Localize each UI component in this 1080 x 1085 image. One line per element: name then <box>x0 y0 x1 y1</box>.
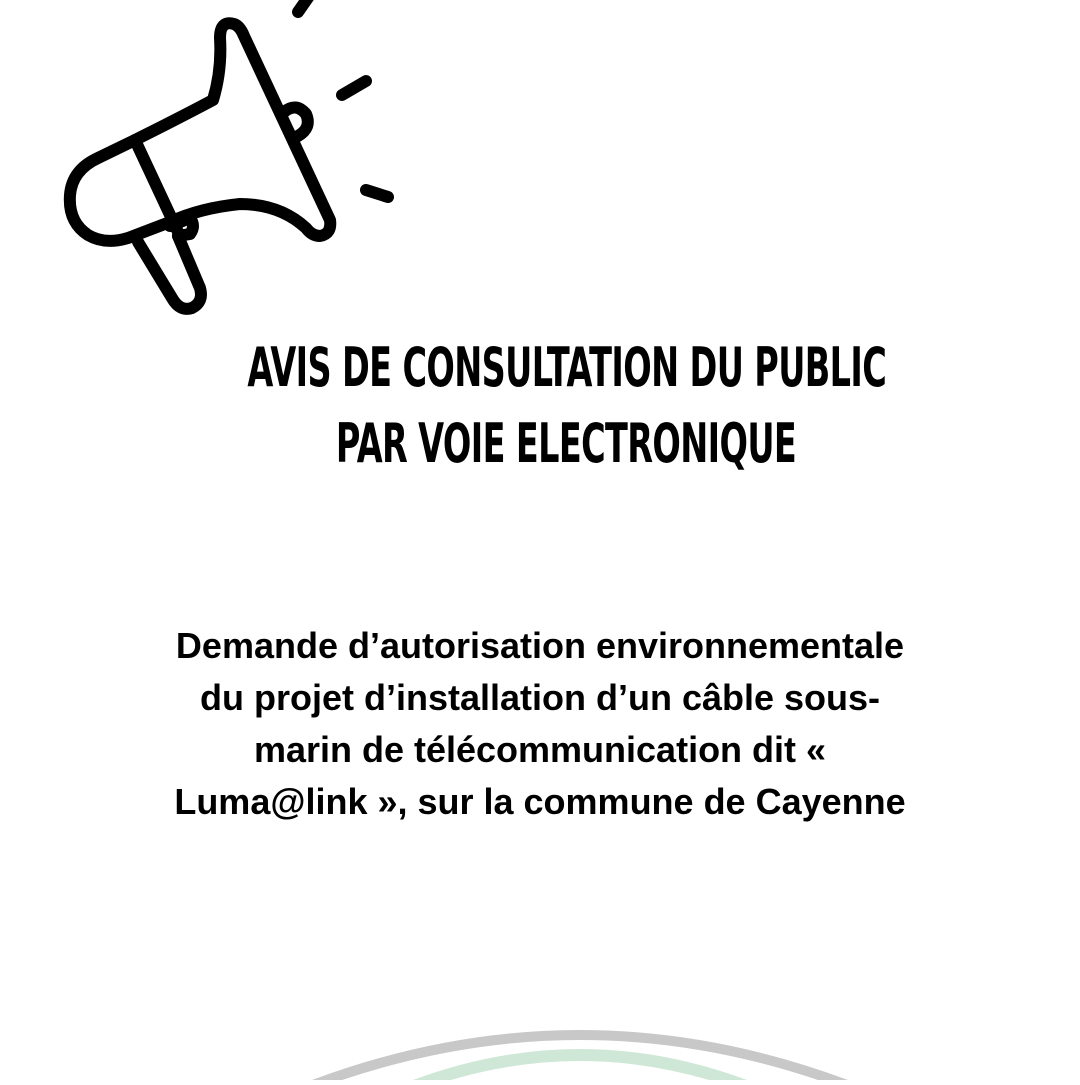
project-description <box>60 620 1020 828</box>
seal-logo <box>240 1020 920 1080</box>
description-line-4: Luma@link », sur la commune de Cayenne <box>174 781 906 822</box>
headline-line-2: PAR VOIE ELECTRONIQUE <box>335 412 797 475</box>
megaphone-icon <box>40 0 420 340</box>
description-line-2: du projet d’installation d’un câble sous- <box>199 677 881 718</box>
description-line-3: marin de télécommunication dit « <box>253 729 827 770</box>
headline-line-1: AVIS DE CONSULTATION DU PUBLIC <box>247 336 887 399</box>
headline <box>0 330 1080 482</box>
description-line-1: Demande d’autorisation environnementale <box>175 625 905 666</box>
